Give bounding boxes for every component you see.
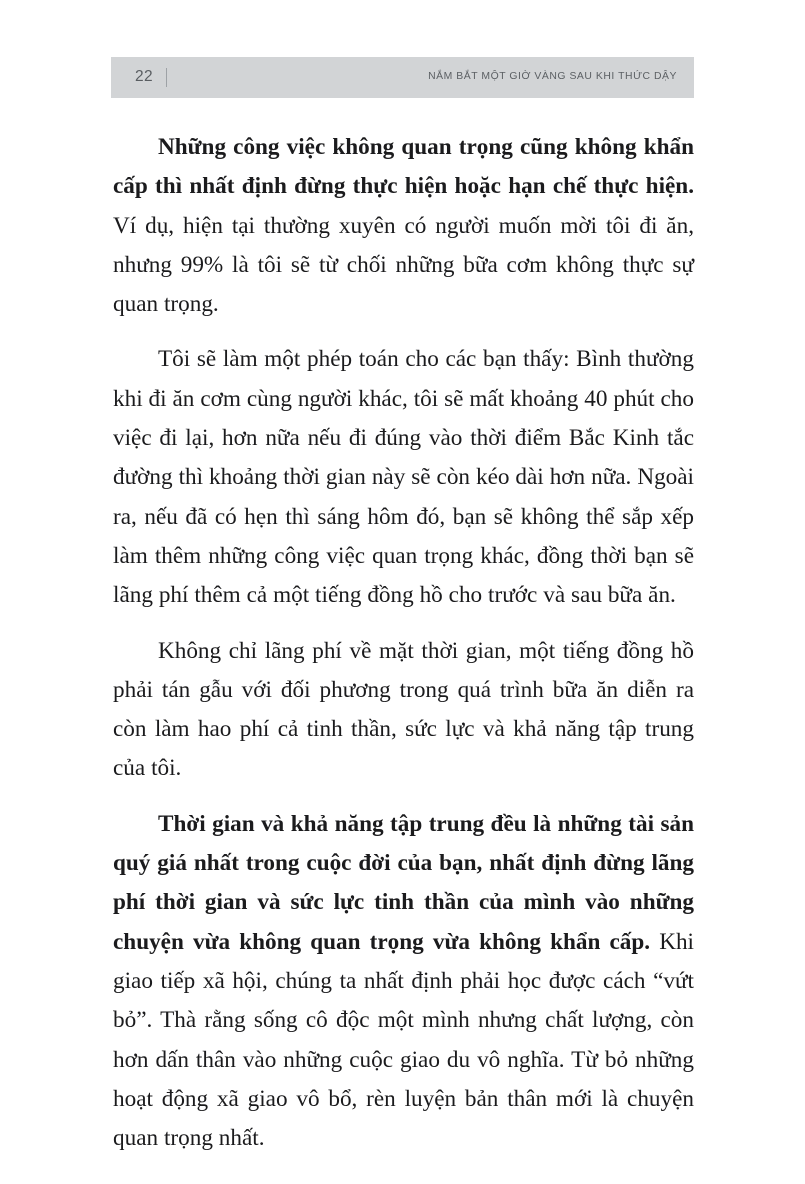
paragraph-1-text: Ví dụ, hiện tại thường xuyên có người muốn mời tôi đi ăn, nhưng 99% là tôi sẽ từ chối những bữa cơm không thực sự quan trọng.	[113, 212, 694, 318]
paragraph-2	[113, 340, 694, 615]
page-number: 22	[135, 68, 154, 86]
paragraph-4	[113, 805, 694, 1159]
body-text	[113, 128, 694, 1158]
paragraph-3	[113, 632, 694, 789]
paragraph-4-lead-bold: Thời gian và khả năng tập trung đều là những tài sản quý giá nhất trong cuộc đời của bạn, nhất định đừng lãng phí thời gian và sức lực tinh thần của mình vào những chuyện vừa không quan trọng vừa không khẩn cấp.	[113, 810, 694, 955]
paragraph-1	[113, 128, 694, 324]
paragraph-2-text: Tôi sẽ làm một phép toán cho các bạn thấy: Bình thường khi đi ăn cơm cùng người khác, tôi sẽ mất khoảng 40 phút cho việc đi lại, hơn nữa nếu đi đúng vào thời điểm Bắc Kinh tắc đường thì khoảng thời gian này sẽ còn kéo dài hơn nữa. Ngoài ra, nếu đã có hẹn thì sáng hôm đó, bạn sẽ không thể sắp xếp làm thêm những công việc quan trọng khác, đồng thời bạn sẽ lãng phí thêm cả một tiếng đồng hồ cho trước và sau bữa ăn.	[113, 346, 694, 609]
paragraph-4-text: Khi giao tiếp xã hội, chúng ta nhất định phải học được cách “vứt bỏ”. Thà rằng sống cô độc một mình nhưng chất lượng, còn hơn dấn thân vào những cuộc giao du vô nghĩa. Từ bỏ những hoạt động xã giao vô bổ, rèn luyện bản thân mới là chuyện quan trọng nhất.	[113, 928, 694, 1152]
paragraph-3-text: Không chỉ lãng phí về mặt thời gian, một tiếng đồng hồ phải tán gẫu với đối phương trong quá trình bữa ăn diễn ra còn làm hao phí cả tinh thần, sức lực và khả năng tập trung của tôi.	[113, 637, 694, 782]
paragraph-1-lead-bold: Những công việc không quan trọng cũng không khẩn cấp thì nhất định đừng thực hiện hoặc hạn chế thực hiện.	[113, 134, 694, 200]
running-header	[111, 57, 694, 98]
running-header-title: NẮM BẮT MỘT GIỜ VÀNG SAU KHI THỨC DẬY	[428, 70, 677, 82]
